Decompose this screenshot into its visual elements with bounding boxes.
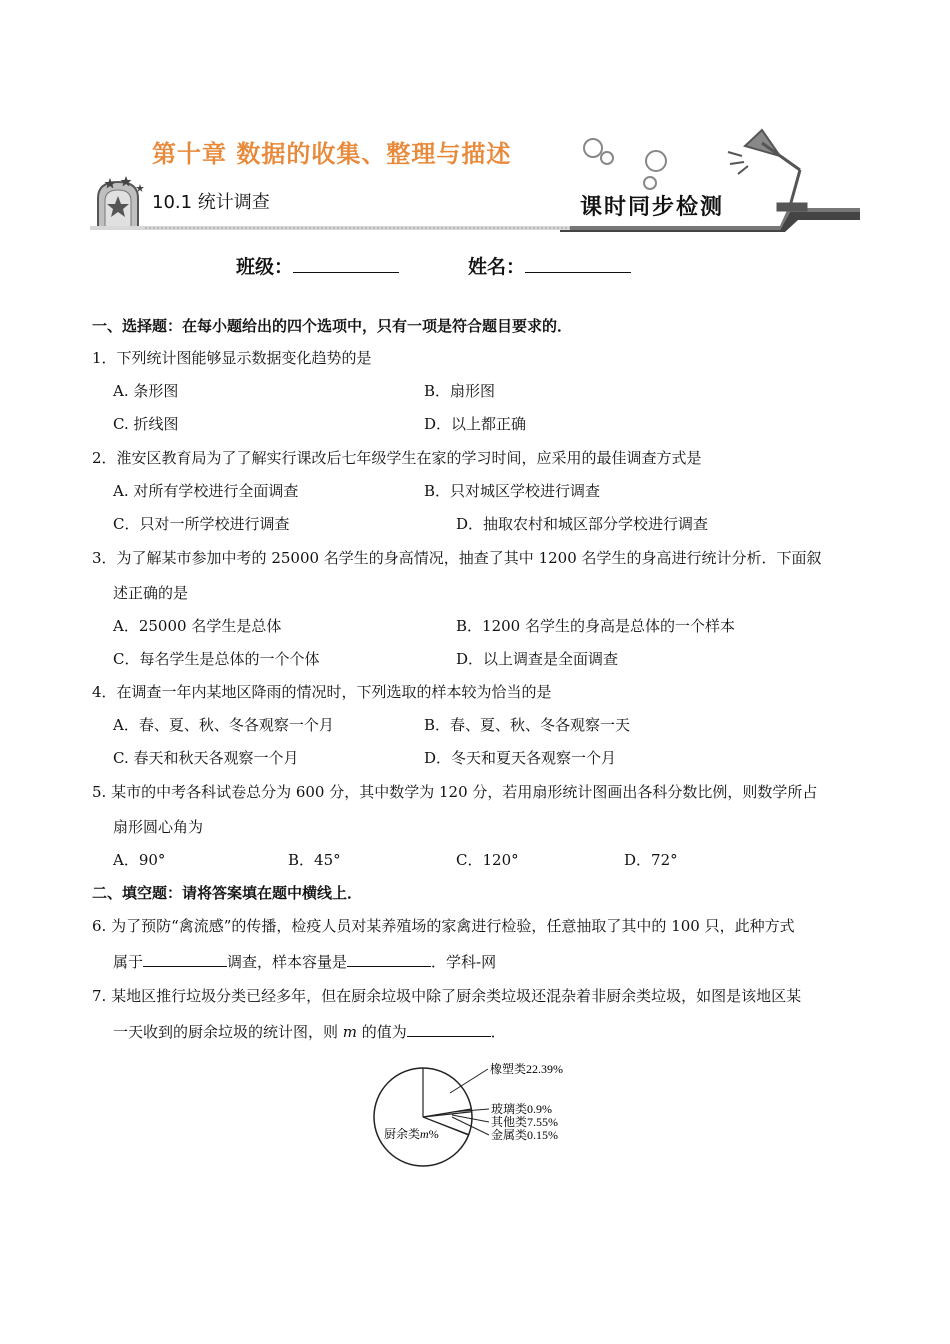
q4-option-a[interactable]: A．春、夏、秋、冬各观察一个月 [113, 716, 334, 734]
q5-stem-line1: 5. 某市的中考各科试卷总分为 600 分，其中数学为 120 分，若用扇形统计图画出各科分数比例，则数学所占 [92, 783, 818, 801]
q3-option-d[interactable]: D．以上调查是全面调查 [456, 650, 619, 668]
course-tag: 课时同步检测 [580, 194, 725, 220]
pie-chart [360, 1055, 600, 1180]
pie-label-kitchen-prefix: 厨余类 [384, 1127, 421, 1141]
pie-label-kitchen-suffix: % [428, 1127, 439, 1141]
q2-option-a[interactable]: A. 对所有学校进行全面调查 [113, 482, 299, 500]
q5-option-d[interactable]: D．72° [624, 851, 678, 869]
q3-option-b[interactable]: B．1200 名学生的身高是总体的一个样本 [456, 617, 735, 635]
q4-stem: 4．在调查一年内某地区降雨的情况时，下列选取的样本较为恰当的是 [92, 683, 552, 701]
q7-line2 [113, 1020, 506, 1043]
q6-line1: 6. 为了预防“禽流感”的传播，检疫人员对某养殖场的家禽进行检验，任意抽取了其中的 100 只，此种方式 [92, 917, 795, 935]
q6-line2 [113, 950, 496, 973]
q6-blank-2[interactable] [347, 950, 431, 967]
q3-stem-line1: 3．为了解某市参加中考的 25000 名学生的身高情况，抽查了其中 1200 名学生的身高进行统计分析．下面叙 [92, 549, 822, 567]
q5-option-a[interactable]: A．90° [113, 851, 166, 869]
part2-heading: 二、填空题：请将答案填在题中横线上． [92, 884, 363, 902]
q3-option-a[interactable]: A．25000 名学生是总体 [113, 617, 282, 635]
q7-suffix: ． [490, 1023, 506, 1041]
q7-prefix: 一天收到的厨余垃圾的统计图，则 [113, 1023, 343, 1041]
q7-line1: 7. 某地区推行垃圾分类已经多年，但在厨余垃圾中除了厨余类垃圾还混杂着非厨余类垃圾，如图是该地区某 [92, 987, 802, 1005]
name-label: 姓名： [468, 256, 526, 278]
q1-option-b[interactable]: B．扇形图 [424, 382, 496, 400]
class-label: 班级： [236, 256, 294, 278]
q4-option-d[interactable]: D．冬天和夏天各观察一个月 [424, 749, 617, 767]
q7-variable: m [342, 1023, 358, 1041]
pie-label-kitchen-var: m [420, 1127, 429, 1141]
q2-option-d[interactable]: D．抽取农村和城区部分学校进行调查 [456, 515, 709, 533]
pie-leader-line [452, 1117, 489, 1135]
q3-stem-line2: 述正确的是 [113, 584, 189, 602]
q6-middle: 调查，样本容量是 [227, 953, 348, 971]
q4-option-c[interactable]: C. 春天和秋天各观察一个月 [113, 749, 299, 767]
pie-label-other: 其他类7.55% [491, 1115, 558, 1129]
desk-lamp-icon [728, 130, 806, 210]
q7-blank[interactable] [407, 1020, 491, 1037]
q6-suffix: ．学科-网 [431, 953, 497, 971]
q7-middle: 的值为 [357, 1023, 407, 1041]
q2-stem: 2．淮安区教育局为了了解实行课改后七年级学生在家的学习时间，应采用的最佳调查方式是 [92, 449, 702, 467]
pie-leader-line [452, 1115, 489, 1122]
q1-option-a[interactable]: A. 条形图 [113, 382, 179, 400]
q1-option-c[interactable]: C. 折线图 [113, 415, 179, 433]
class-blank[interactable] [293, 254, 399, 273]
pie-slice-lines [423, 1068, 472, 1135]
q1-stem: 1．下列统计图能够显示数据变化趋势的是 [92, 349, 372, 367]
banner-graphic [90, 108, 865, 238]
pie-label-kitchen [384, 1126, 439, 1141]
q5-option-c[interactable]: C．120° [456, 851, 519, 869]
name-field [468, 252, 631, 279]
pie-label-rubber: 橡塑类22.39% [490, 1062, 563, 1076]
name-blank[interactable] [525, 254, 631, 273]
part1-heading: 一、选择题：在每小题给出的四个选项中，只有一项是符合题目要求的． [92, 317, 573, 335]
q4-option-b[interactable]: B．春、夏、秋、冬各观察一天 [424, 716, 631, 734]
bubbles-icon [584, 139, 666, 189]
q3-option-c[interactable]: C．每名学生是总体的一个个体 [113, 650, 320, 668]
q5-stem-line2: 扇形圆心角为 [113, 818, 204, 836]
q2-option-c[interactable]: C．只对一所学校进行调查 [113, 515, 290, 533]
section-title: 10.1 统计调查 [152, 192, 270, 213]
class-field [236, 252, 399, 279]
star-badge-icon [98, 176, 144, 228]
q6-blank-1[interactable] [143, 950, 227, 967]
q5-option-b[interactable]: B．45° [288, 851, 341, 869]
pie-label-glass: 玻璃类0.9% [491, 1102, 552, 1116]
chapter-title: 第十章 数据的收集、整理与描述 [152, 140, 512, 168]
pie-label-metal: 金属类0.15% [491, 1128, 558, 1142]
q6-prefix: 属于 [113, 953, 144, 971]
q1-option-d[interactable]: D．以上都正确 [424, 415, 527, 433]
q2-option-b[interactable]: B．只对城区学校进行调查 [424, 482, 601, 500]
